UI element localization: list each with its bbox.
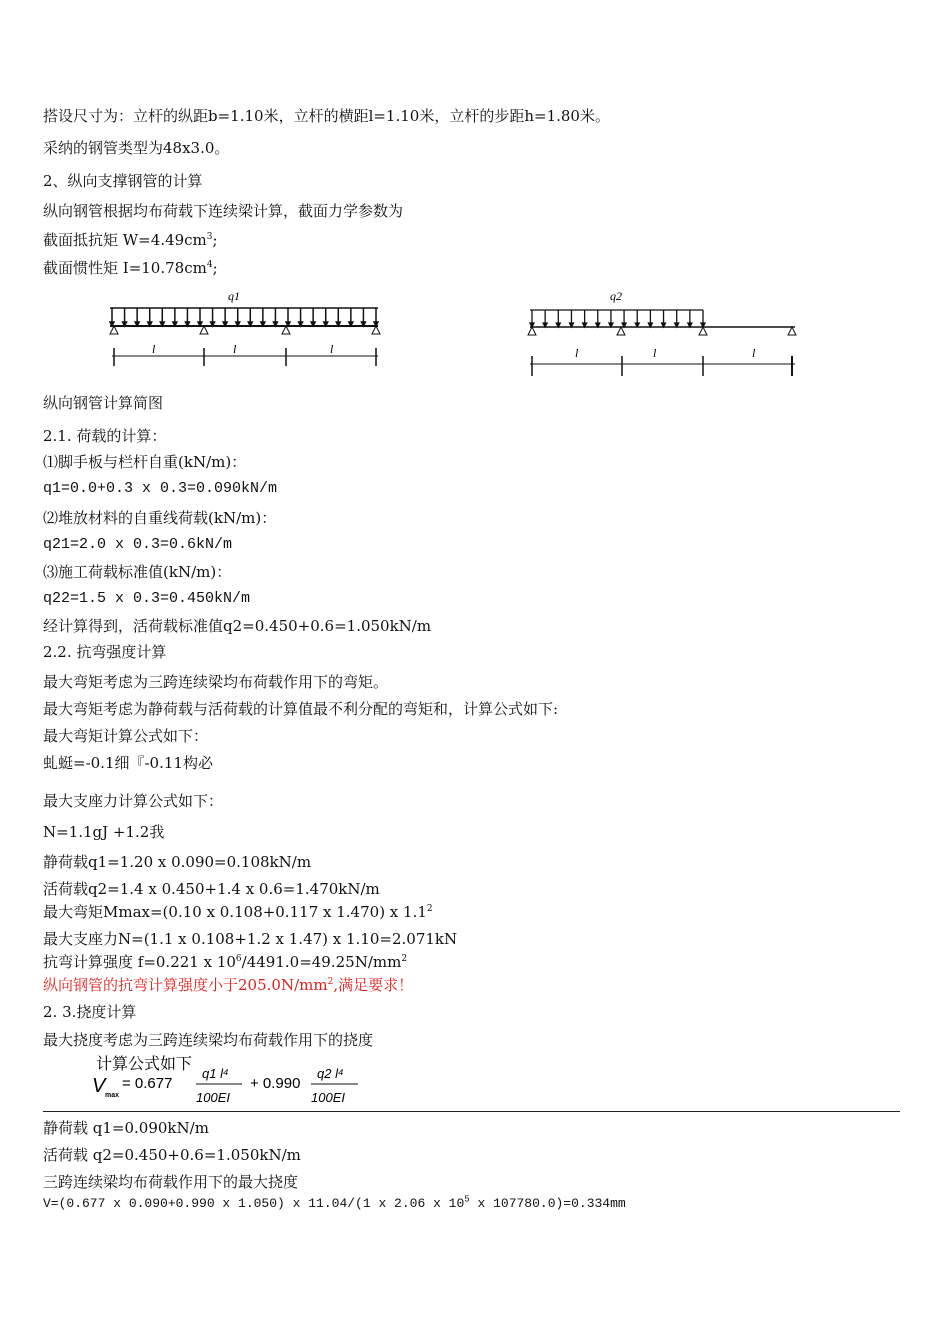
q21-calc: q21=2.0 x 0.3=0.6kN/m	[43, 536, 233, 553]
moment-formula-line: 虬蜓=-0.1细『-0.11构必	[43, 754, 213, 772]
subsection-2-3: 2. 3.挠度计算	[43, 1003, 137, 1021]
support-1	[110, 326, 118, 334]
max-deflection-heading: 三跨连续梁均布荷载作用下的最大挠度	[43, 1173, 299, 1191]
support-force-heading: 最大支座力计算公式如下：	[43, 792, 224, 810]
bending-line-3: 最大弯矩计算公式如下：	[43, 727, 209, 745]
subsection-2-2: 2.2. 抗弯强度计算	[43, 643, 167, 661]
subsection-2-1: 2.1. 荷载的计算：	[43, 427, 167, 445]
beam-diagram-q1	[100, 286, 390, 376]
live-load-q2: 活荷载 q2=0.450+0.6=1.050kN/m	[43, 1146, 301, 1164]
formula-t1-den: 100EI	[196, 1090, 230, 1105]
load-item-3: ⑶施工荷载标准值(kN/m)：	[43, 563, 232, 581]
diagram-caption: 纵向钢管计算简图	[43, 394, 164, 412]
formula-t2-den: 100EI	[311, 1090, 345, 1105]
support-3	[282, 326, 290, 334]
beam-diagram-q2	[520, 286, 810, 381]
deflection-line: 最大挠度考虑为三跨连续梁均布荷载作用下的挠度	[43, 1031, 374, 1049]
moment-of-inertia-line: 截面惯性矩 $I=10.78cm^4$;	[43, 259, 218, 277]
pipe-type-line: 采纳的钢管类型为48x3.0。	[43, 139, 230, 157]
formula-plus: + 0.990	[250, 1075, 301, 1092]
formula-lead: 计算公式如下	[96, 1056, 193, 1073]
strength-ok-line: 纵向钢管的抗弯计算强度小于$205.0N/mm^2$,满足要求！	[43, 976, 414, 994]
support-2	[617, 327, 625, 335]
bending-line-2: 最大弯矩考虑为静荷载与活荷载的计算值最不利分配的弯矩和，计算公式如下:	[43, 700, 559, 718]
section-modulus-line: 截面抵抗矩 $W=4.49cm^3$;	[43, 231, 218, 249]
q22-calc: q22=1.5 x 0.3=0.450kN/m	[43, 590, 251, 607]
formula-t2-num: q2 l⁴	[317, 1066, 344, 1081]
dimensions-line: 搭设尺寸为：立杆的纵距b=1.10米，立杆的横距l=1.10米，立杆的步距h=1.80米。	[43, 107, 610, 125]
span-label: l	[575, 346, 579, 360]
formula-v: V	[92, 1075, 106, 1097]
live-load-line: 活荷载q2=1.4 x 0.450+1.4 x 0.6=1.470kN/m	[43, 880, 380, 898]
divider	[43, 1111, 900, 1112]
max-moment-line: 最大弯矩Mmax=(0.10 x 0.108+0.117 x 1.470) x $1.1^2$	[43, 903, 433, 921]
section-heading-2: 2、纵向支撑钢管的计算	[43, 172, 203, 190]
section-params-line: 纵向钢管根据均布荷载下连续梁计算，截面力学参数为	[43, 202, 404, 220]
span-label: l	[653, 346, 657, 360]
max-deflection-calc: V=(0.677 x 0.090+0.990 x 1.050) x 11.04/(1 x 2.06 x $10^5$ x 107780.0)=0.334mm	[43, 1194, 626, 1211]
support-2	[200, 326, 208, 334]
dead-load-line: 静荷载q1=1.20 x 0.090=0.108kN/m	[43, 853, 312, 871]
span-label: l	[233, 342, 237, 356]
formula-eq: = 0.677	[122, 1075, 173, 1092]
load-item-1: ⑴脚手板与栏杆自重(kN/m)：	[43, 453, 247, 471]
bending-strength-line: 抗弯计算强度 f=0.221 x $10^6/4491.0=49.25N/mm^2$	[43, 953, 408, 971]
q2-label: q2	[610, 289, 622, 303]
bending-line-1: 最大弯矩考虑为三跨连续梁均布荷载作用下的弯矩。	[43, 673, 389, 691]
span-label: l	[752, 346, 756, 360]
max-support-force-line: 最大支座力N=(1.1 x 0.108+1.2 x 1.47) x 1.10=2.071kN	[43, 930, 458, 948]
support-force-formula: N=1.1gJ +1.2我	[43, 823, 165, 841]
formula-v-sub: max	[105, 1092, 120, 1099]
support-4	[788, 327, 796, 335]
live-load-result: 经计算得到，活荷载标准值q2=0.450+0.6=1.050kN/m	[43, 617, 432, 635]
deflection-formula	[90, 1052, 370, 1110]
load-item-2: ⑵堆放材料的自重线荷载(kN/m)：	[43, 509, 277, 527]
span-label: l	[330, 342, 334, 356]
span-label: l	[152, 342, 156, 356]
q1-label: q1	[228, 289, 240, 303]
static-load-q1: 静荷载 q1=0.090kN/m	[43, 1119, 209, 1137]
formula-t1-num: q1 l⁴	[202, 1066, 229, 1081]
q1-calc: q1=0.0+0.3 x 0.3=0.090kN/m	[43, 480, 278, 497]
